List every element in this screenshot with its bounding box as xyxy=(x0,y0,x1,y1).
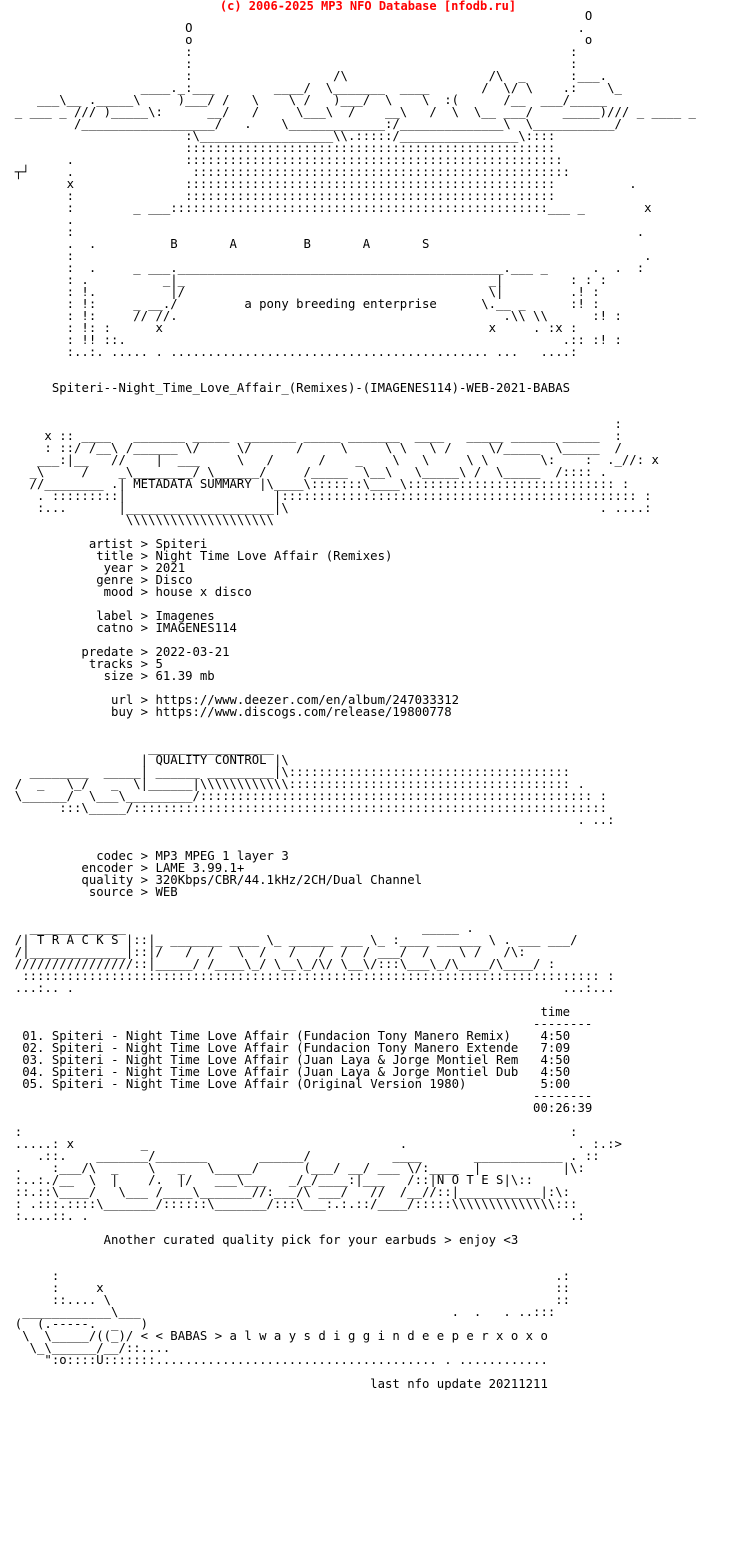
time-column-header: time xyxy=(540,1005,571,1019)
tagline: a pony breeding enterprise xyxy=(244,297,437,311)
genre-value: Disco xyxy=(155,573,193,587)
codec-value: MP3 MPEG 1 layer 3 xyxy=(155,849,289,863)
track-title: Spiteri - Night Time Love Affair (Juan Laya & Jorge Montiel Dub xyxy=(51,1065,526,1079)
track-title: Spiteri - Night Time Love Affair (Original Version 1980) xyxy=(51,1077,526,1091)
track-time: 4:50 xyxy=(533,1065,571,1079)
section-title-tracks: T R A C K S xyxy=(37,933,119,947)
catno-value: IMAGENES114 xyxy=(155,621,237,635)
track-title: Spiteri - Night Time Love Affair (Fundacion Tony Manero Remix) xyxy=(51,1029,526,1043)
track-time: 7:09 xyxy=(533,1041,571,1055)
track-number: 04. xyxy=(22,1065,45,1079)
mood-value: house x disco xyxy=(155,585,252,599)
nfo-document: O O . o o : : : : : /\ /\ _ :___. ____._:___ ____/ \_______ ____ / \/ \ .: \_ ___\__ ._____\ )___/ / \ \ / )___/ \ \ :( /__ ___/_____ _ ___ _ /// )_____\: __/ / \___\ / __\ / \ \__ ___/ _____)/// _ ____ _ /__________________/ . \_____________:/______________\ \___________/ :\__________________\\.:::::/________________\:::: :::::::::::::::::::::::::::::::::::::::::::::::::: . ::::::::::::::::::::::::::::::::::::::::::::::::::: ┬┘ . ::::::::::::::::::::::::::::::::::::::::::::::::::: x :::::::::::::::::::::::::::::::::::::::::::::::::: . : :::::::::::::::::::::::::::::::::::::::::::::::::: : _ ___:::::::::::::::::::::::::::::::::::::::::::::::::::___ _ x . : . . . B A B A S : . : . _ ___.____________________________________________.___ _ . . : : . _|_ _| : : : : !. |/ \| .! : : !: _ __./ a pony breeding enterprise \.__ _ :! : : !: // //. .\\ \\ :! : : !: : x x . :x : : !! ::. .:: :! : :..:. ..... . ........................................... ... ....: Spiteri--Night_Time_Love_Affair_(Remixes)-(IMAGENES114)-WEB-2021-BABAS : x :: ____ _______ _____ _______ _____ _______ ____ _____ ______ _____ : : ::/ /__\ /______ \/ \/ / \ \ \ \ / \/_____ \_____ / ___:|__ // | ___ \ / / _ \ \ \ \ \: : ._//: x _\ / _\________/ \______/ /_____ \__\ \_____\ / \_____ /:::: . //________ .| METADATA SUMMARY |\____\:::::::\____\:::::::::::::::::::::::::::: : . :::::::::| |:::::::::::::::::::::::::::::::::::::::::::::::: : :... |____________________|\ . ....: \\\\\\\\\\\\\\\\\\\\ artist > Spiteri title > Night Time Love Affair (Remixes) year > 2021 genre > Disco mood > house x disco label > Imagenes catno > IMAGENES114 predate > 2022-03-21 tracks > 5 size > 61.39 mb url > https://www.deezer.com/en/album/247033312 buy > https://www.discogs.com/release/19800778 _________________ | QUALITY CONTROL |\ ________ _____| ______ _________|\:::::::::::::::::::::::::::::::::::::: / _ \_/ _ \|______|\\\\\\\\\\\\:::::::::::::::::::::::::::::::::::::: . \______/ \___\_________/::::::::::::::::::::::::::::::::::::::::::::::::::::: : :::\_____/:::::::::::::::::::::::::::::::::::::::::::::::::::::::::::::::: . ..: codec > MP3 MPEG 1 layer 3 encoder > LAME 3.99.1+ quality > 320Kbps/CBR/44.1kHz/2CH/Dual Channel source > WEB _____________ _____ . /| T R A C K S |::|_ _______ ____ \_ ______ ___ \_ :____ ______ \ . ___ ___/ /|_____________|::|/ / / \ / / / / / ___/ / \ / /\: ////////////////::|_____/ /____\_/ \__\_/\/ \__\/:::\___\_/\____/\____/ : :::::::::::::::::::::::::::::::::::::::::::::::::::::::::::::::::::::::::::::: : ...:.. . ...:... time -------- 01. Spiteri - Night Time Love Affair (Fundacion Tony Manero Remix) 4:50 02. Spiteri - Night Time Love Affair (Fundacion Tony Manero Extende 7:09 03. Spiteri - Night Time Love Affair (Juan Laya & Jorge Montiel Rem 4:50 04. Spiteri - Night Time Love Affair (Juan Laya & Jorge Montiel Dub 4:50 05. Spiteri - Night Time Love Affair (Original Version 1980) 5:00 -------- 00:26:39 : : .....: x _ . . :.:> .::. _______/_______ ______/ ____ ____________ . :: . :___/\ _ \ _ \_____/ (___/ __/ ___ \/:____ | |\: :..:./__ \ | /. |/ ___\___ _/_/____:|___ /::|N O T E S|\:: ::.::\____/ \___ /____\_______//:___/\ ___/ // /__//::|___________|:\: : .:::.::::\_______/::::::\_______/:::\___:.:.::/____/:::::\\\\\\\\\\\\\\::: :....::. . .: Another curated quality pick for your earbuds > enjoy <3 : .: : x :: ::.... \ :: ____________\___ . . . ..::: ( (.-----. _ ) \ \_____/((_)/ < < BABAS > a l w a y s d i g g i n d e e p e r x o x o \_\______/__/::.... ":o::::U:::::::...................................... . ............ last nfo update 20211211 xyxy=(14,10,696,1390)
track-title: Spiteri - Night Time Love Affair (Fundacion Tony Manero Extende xyxy=(51,1041,526,1055)
track-time: 5:00 xyxy=(533,1077,571,1091)
year-value: 2021 xyxy=(155,561,186,575)
track-time: 4:50 xyxy=(533,1053,571,1067)
track-title: Spiteri - Night Time Love Affair (Juan Laya & Jorge Montiel Rem xyxy=(51,1053,526,1067)
quality-value: 320Kbps/CBR/44.1kHz/2CH/Dual Channel xyxy=(155,873,423,887)
nfodb-copyright-banner: (c) 2006-2025 MP3 NFO Database [nfodb.ru] xyxy=(219,0,517,13)
track-number: 01. xyxy=(22,1029,45,1043)
track-number: 03. xyxy=(22,1053,45,1067)
artist-value: Spiteri xyxy=(155,537,208,551)
label-value: Imagenes xyxy=(155,609,215,623)
buy-link[interactable]: https://www.discogs.com/release/19800778 xyxy=(155,705,452,719)
track-time: 4:50 xyxy=(533,1029,571,1043)
title-value: Night Time Love Affair (Remixes) xyxy=(155,549,393,563)
section-title-metadata: METADATA SUMMARY xyxy=(133,477,252,491)
source-value: WEB xyxy=(155,885,178,899)
encoder-value: LAME 3.99.1+ xyxy=(155,861,245,875)
predate-value: 2022-03-21 xyxy=(155,645,230,659)
tracks-count-value: 5 xyxy=(155,657,163,671)
size-value: 61.39 mb xyxy=(155,669,215,683)
group-letters-babas: B A B A S xyxy=(170,237,430,251)
track-number: 02. xyxy=(22,1041,45,1055)
total-time: 00:26:39 xyxy=(533,1101,593,1115)
release-name: Spiteri--Night_Time_Love_Affair_(Remixes)-(IMAGENES114)-WEB-2021-BABAS xyxy=(51,381,571,395)
section-title-notes: N O T E S xyxy=(436,1173,504,1187)
url-link[interactable]: https://www.deezer.com/en/album/247033312 xyxy=(155,693,460,707)
notes-text: Another curated quality pick for your earbuds > enjoy <3 xyxy=(103,1233,519,1247)
last-update: last nfo update 20211211 xyxy=(370,1377,548,1390)
section-title-quality: QUALITY CONTROL xyxy=(155,753,267,767)
track-number: 05. xyxy=(22,1077,45,1091)
footer-slogan: < < BABAS > a l w a y s d i g g i n d e e p e r x o x o xyxy=(140,1329,548,1343)
